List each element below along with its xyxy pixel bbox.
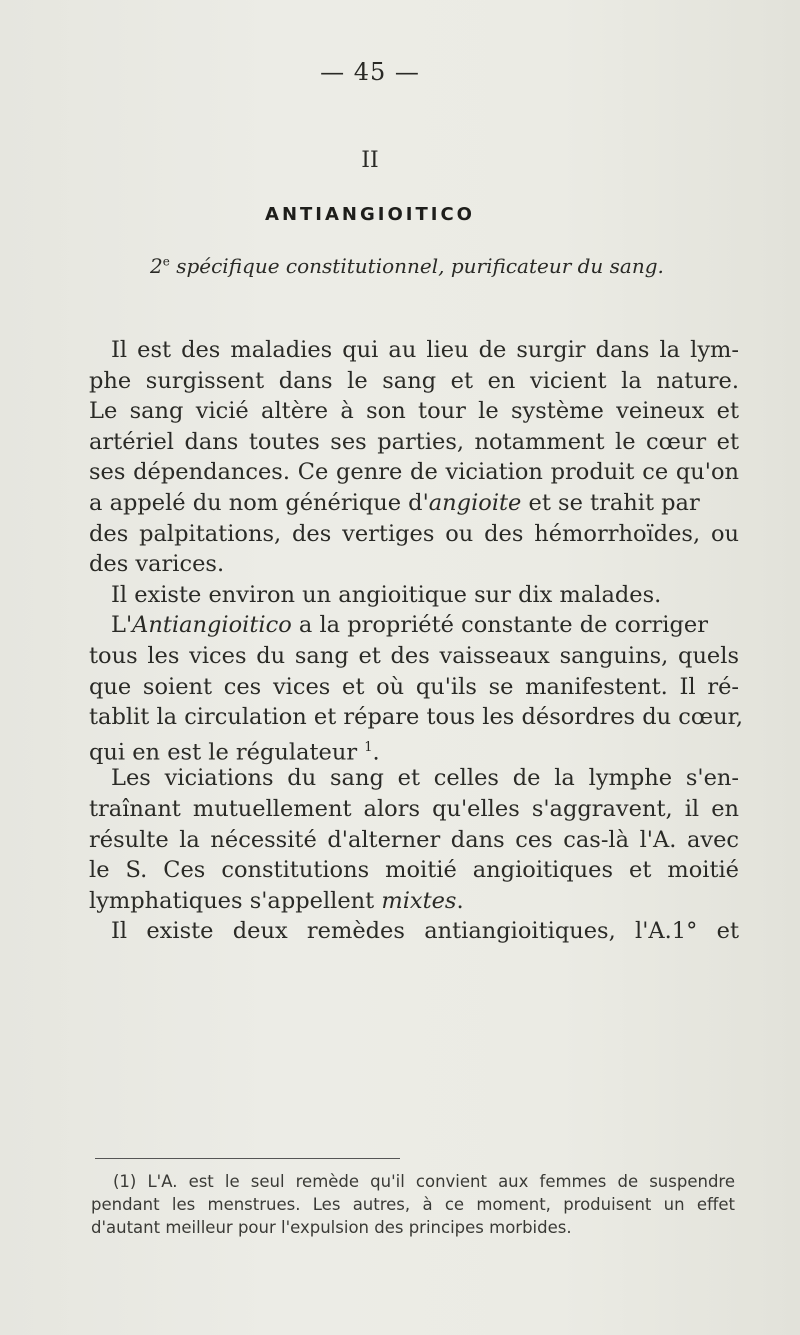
- body-line: tablit la circulation et répare tous les désordres du cœur,: [89, 704, 744, 731]
- footnote-line: (1) L'A. est le seul remède qu'il convient aux femmes de suspendre: [113, 1172, 735, 1191]
- section-number: II: [361, 148, 379, 173]
- body-line: tous les vices du sang et des vaisseaux sanguins, quels: [89, 642, 739, 669]
- subtitle-ordinal: 2: [150, 254, 163, 278]
- footnote-reference: 1: [364, 739, 373, 755]
- body-line: résulte la nécessité d'alterner dans ces cas-là l'A. avec: [89, 826, 739, 853]
- section-subtitle: [150, 254, 790, 278]
- body-line-end: a la propriété constante de corriger: [291, 612, 708, 639]
- body-line: que soient ces vices et où qu'ils se manifestent. Il ré-: [89, 673, 739, 700]
- section-title: ANTIANGIOITICO: [265, 204, 475, 225]
- subtitle-text: spécifique constitutionnel, purificateur du sang.: [169, 254, 664, 278]
- body-line-with-italic: [89, 610, 739, 641]
- italic-term-antiangioitico: Antiangioitico: [132, 612, 292, 639]
- body-line-start: a appelé du nom générique d': [89, 489, 429, 516]
- body-text: [89, 335, 744, 947]
- subtitle-ordinal-suffix: e: [162, 254, 170, 269]
- body-line-with-italic: [89, 488, 739, 519]
- body-line-start: qui en est le régulateur: [89, 739, 365, 766]
- body-line: Le sang vicié altère à son tour le système veineux et: [89, 398, 739, 425]
- body-line: le S. Ces constitutions moitié angioitiques et moitié: [89, 857, 739, 884]
- body-line-start: lymphatiques s'appellent: [89, 887, 382, 914]
- body-line: traînant mutuellement alors qu'elles s'aggravent, il en: [89, 795, 739, 822]
- body-line-start: L': [111, 612, 133, 639]
- body-line: des varices.: [89, 551, 225, 578]
- body-line-end: et se trahit par: [521, 489, 700, 516]
- footnote-separator: [95, 1158, 400, 1159]
- footnote: [91, 1170, 735, 1239]
- body-line: Il existe deux remèdes antiangioitiques, l'A.1° et: [111, 918, 739, 945]
- page-number: — 45 —: [320, 58, 420, 86]
- italic-term-mixtes: mixtes: [381, 887, 457, 914]
- body-line: phe surgissent dans le sang et en vicient la nature.: [89, 367, 739, 394]
- body-line-end: .: [372, 739, 380, 766]
- body-line: ses dépendances. Ce genre de viciation produit ce qu'on: [89, 459, 739, 486]
- italic-term-angioite: angioite: [428, 489, 522, 516]
- body-line-with-italic: [89, 886, 739, 917]
- body-line-with-footnote-ref: [89, 733, 739, 764]
- body-line: artériel dans toutes ses parties, notamment le cœur et: [89, 428, 739, 455]
- body-line: Les viciations du sang et celles de la lymphe s'en-: [111, 765, 739, 792]
- footnote-line: d'autant meilleur pour l'expulsion des principes morbides.: [91, 1218, 572, 1237]
- body-line: des palpitations, des vertiges ou des hémorrhoïdes, ou: [89, 520, 739, 547]
- body-line: Il est des maladies qui au lieu de surgir dans la lym-: [111, 337, 739, 363]
- footnote-line: pendant les menstrues. Les autres, à ce moment, produisent un effet: [91, 1195, 735, 1214]
- body-line: Il existe environ un angioitique sur dix malades.: [111, 581, 662, 608]
- body-line-end: .: [456, 887, 464, 914]
